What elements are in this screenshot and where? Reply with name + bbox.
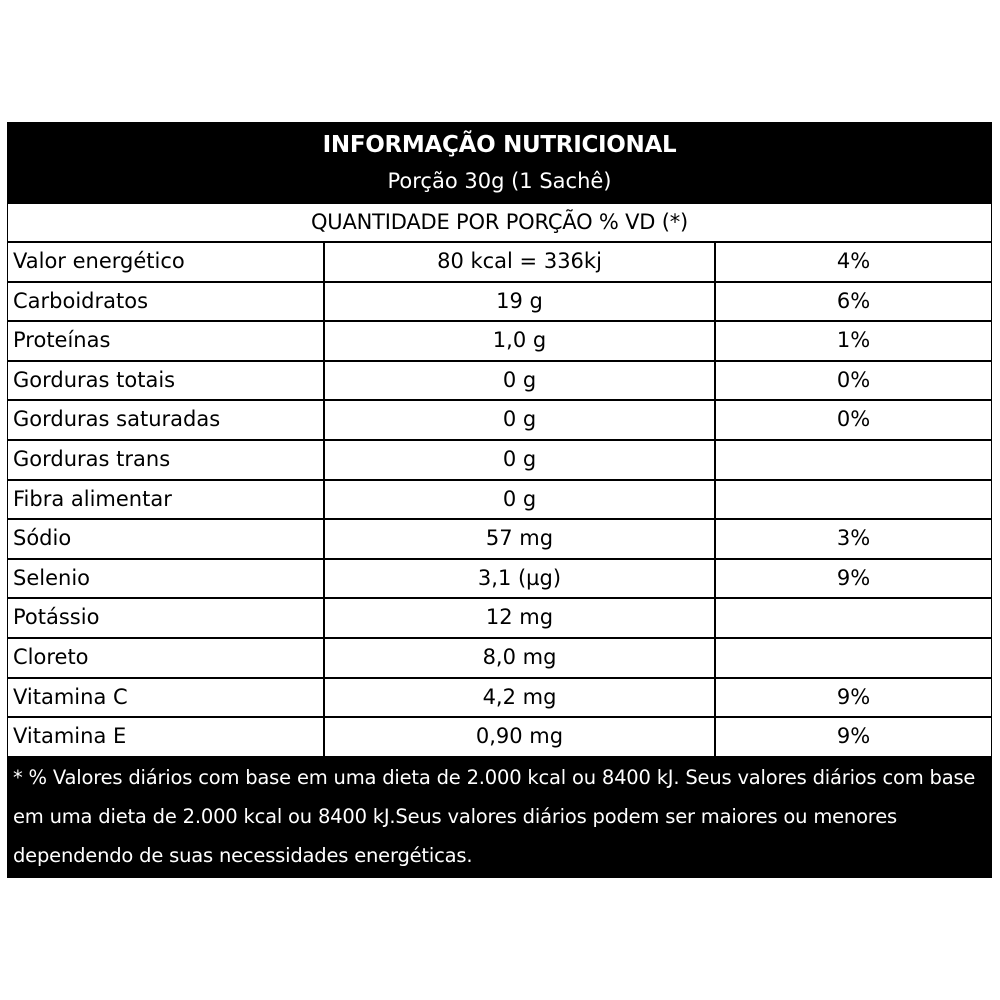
nutrient-name: Gorduras saturadas [8, 401, 323, 439]
table-row [8, 362, 991, 400]
table-row [8, 243, 991, 281]
nutrient-daily-value: 9% [716, 718, 991, 756]
nutrient-amount: 4,2 mg [325, 679, 714, 717]
nutrient-name: Sódio [8, 520, 323, 558]
nutrient-name: Gorduras totais [8, 362, 323, 400]
nutrient-amount: 3,1 (µg) [325, 560, 714, 598]
table-row [8, 599, 991, 637]
nutrient-daily-value [716, 441, 991, 479]
footnote: * % Valores diários com base em uma dieta de 2.000 kcal ou 8400 kJ. Seus valores diários com base em uma dieta de 2.000 kcal ou 8400 kJ.Seus valores diários podem ser maiores ou menores dependendo de suas necessidades energéticas. [13, 766, 976, 867]
nutrient-daily-value: 4% [716, 243, 991, 281]
nutrient-amount: 0 g [325, 481, 714, 519]
nutrient-amount: 0 g [325, 401, 714, 439]
serving-size: Porção 30g (1 Sachê) [387, 169, 612, 193]
table-row [8, 679, 991, 717]
nutrient-name: Gorduras trans [8, 441, 323, 479]
table-row [8, 322, 991, 360]
nutrient-daily-value: 6% [716, 283, 991, 321]
nutrient-name: Valor energético [8, 243, 323, 281]
nutrient-amount: 0,90 mg [325, 718, 714, 756]
nutrient-amount: 80 kcal = 336kj [325, 243, 714, 281]
table-row [8, 639, 991, 677]
nutrient-name: Potássio [8, 599, 323, 637]
nutrient-daily-value [716, 481, 991, 519]
label-header [7, 122, 992, 202]
table-row [8, 560, 991, 598]
nutrient-amount: 57 mg [325, 520, 714, 558]
table-row [8, 401, 991, 439]
nutrient-name: Proteínas [8, 322, 323, 360]
nutrition-label [7, 122, 992, 878]
nutrient-daily-value: 0% [716, 401, 991, 439]
quantity-per-serving-header: QUANTIDADE POR PORÇÃO % VD (*) [8, 204, 991, 241]
nutrient-daily-value: 0% [716, 362, 991, 400]
nutrient-name: Selenio [8, 560, 323, 598]
table-row [8, 718, 991, 756]
table-row [8, 441, 991, 479]
nutrient-name: Fibra alimentar [8, 481, 323, 519]
nutrient-name: Carboidratos [8, 283, 323, 321]
table-row [8, 481, 991, 519]
nutrient-amount: 19 g [325, 283, 714, 321]
nutrient-name: Vitamina E [8, 718, 323, 756]
table-row [8, 283, 991, 321]
nutrient-amount: 0 g [325, 362, 714, 400]
nutrient-daily-value: 9% [716, 560, 991, 598]
nutrient-daily-value [716, 639, 991, 677]
nutrient-daily-value: 9% [716, 679, 991, 717]
nutrient-table [8, 243, 991, 758]
nutrient-daily-value [716, 599, 991, 637]
nutrient-amount: 1,0 g [325, 322, 714, 360]
table-row [8, 520, 991, 558]
nutrient-amount: 0 g [325, 441, 714, 479]
nutrient-name: Vitamina C [8, 679, 323, 717]
nutrient-amount: 12 mg [325, 599, 714, 637]
nutrient-daily-value: 3% [716, 520, 991, 558]
label-title: INFORMAÇÃO NUTRICIONAL [322, 132, 677, 158]
nutrient-daily-value: 1% [716, 322, 991, 360]
nutrient-amount: 8,0 mg [325, 639, 714, 677]
nutrient-name: Cloreto [8, 639, 323, 677]
